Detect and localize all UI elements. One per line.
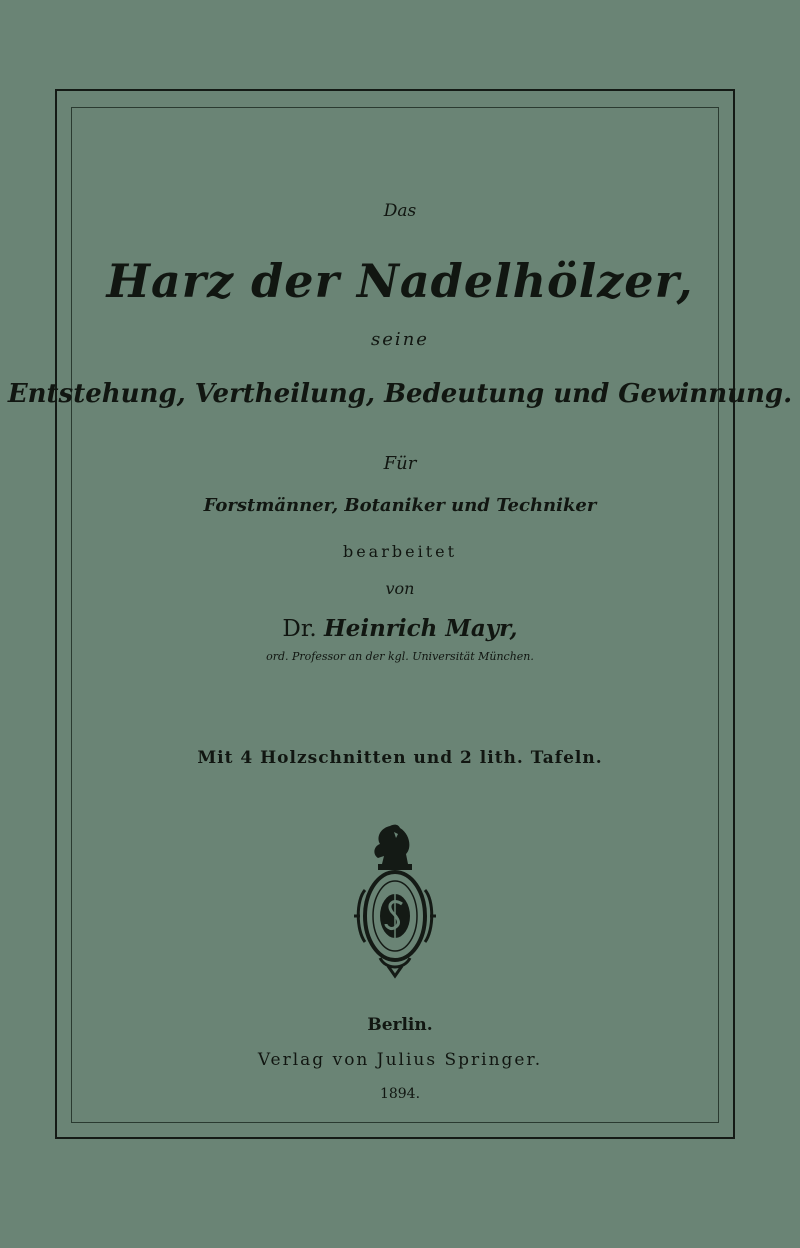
title-article: Das [383, 201, 417, 221]
audience-line: Forstmänner, Botaniker und Techniker [203, 495, 597, 516]
title-connector: seine [371, 329, 429, 350]
author-prefix: Dr. [282, 616, 317, 642]
illustrations-note: Mit 4 Holzschnitten und 2 lith. Tafeln. [197, 748, 603, 768]
by-label: von [385, 579, 415, 598]
book-title: Harz der Nadelhölzer, [106, 254, 694, 308]
author-affiliation: ord. Professor an der kgl. Universität München. [266, 650, 534, 663]
publication-city: Berlin. [367, 1015, 433, 1035]
springer-knight-emblem-icon [350, 820, 440, 980]
author-name: Heinrich Mayr, [323, 615, 518, 642]
publication-year: 1894. [379, 1086, 421, 1102]
for-label: Für [383, 453, 417, 474]
book-subtitle: Entstehung, Vertheilung, Bedeutung und Gewinnung. [7, 379, 793, 409]
author-line [0, 617, 800, 641]
publisher-line: Verlag von Julius Springer. [257, 1050, 543, 1070]
edited-label: bearbeitet [342, 542, 458, 561]
